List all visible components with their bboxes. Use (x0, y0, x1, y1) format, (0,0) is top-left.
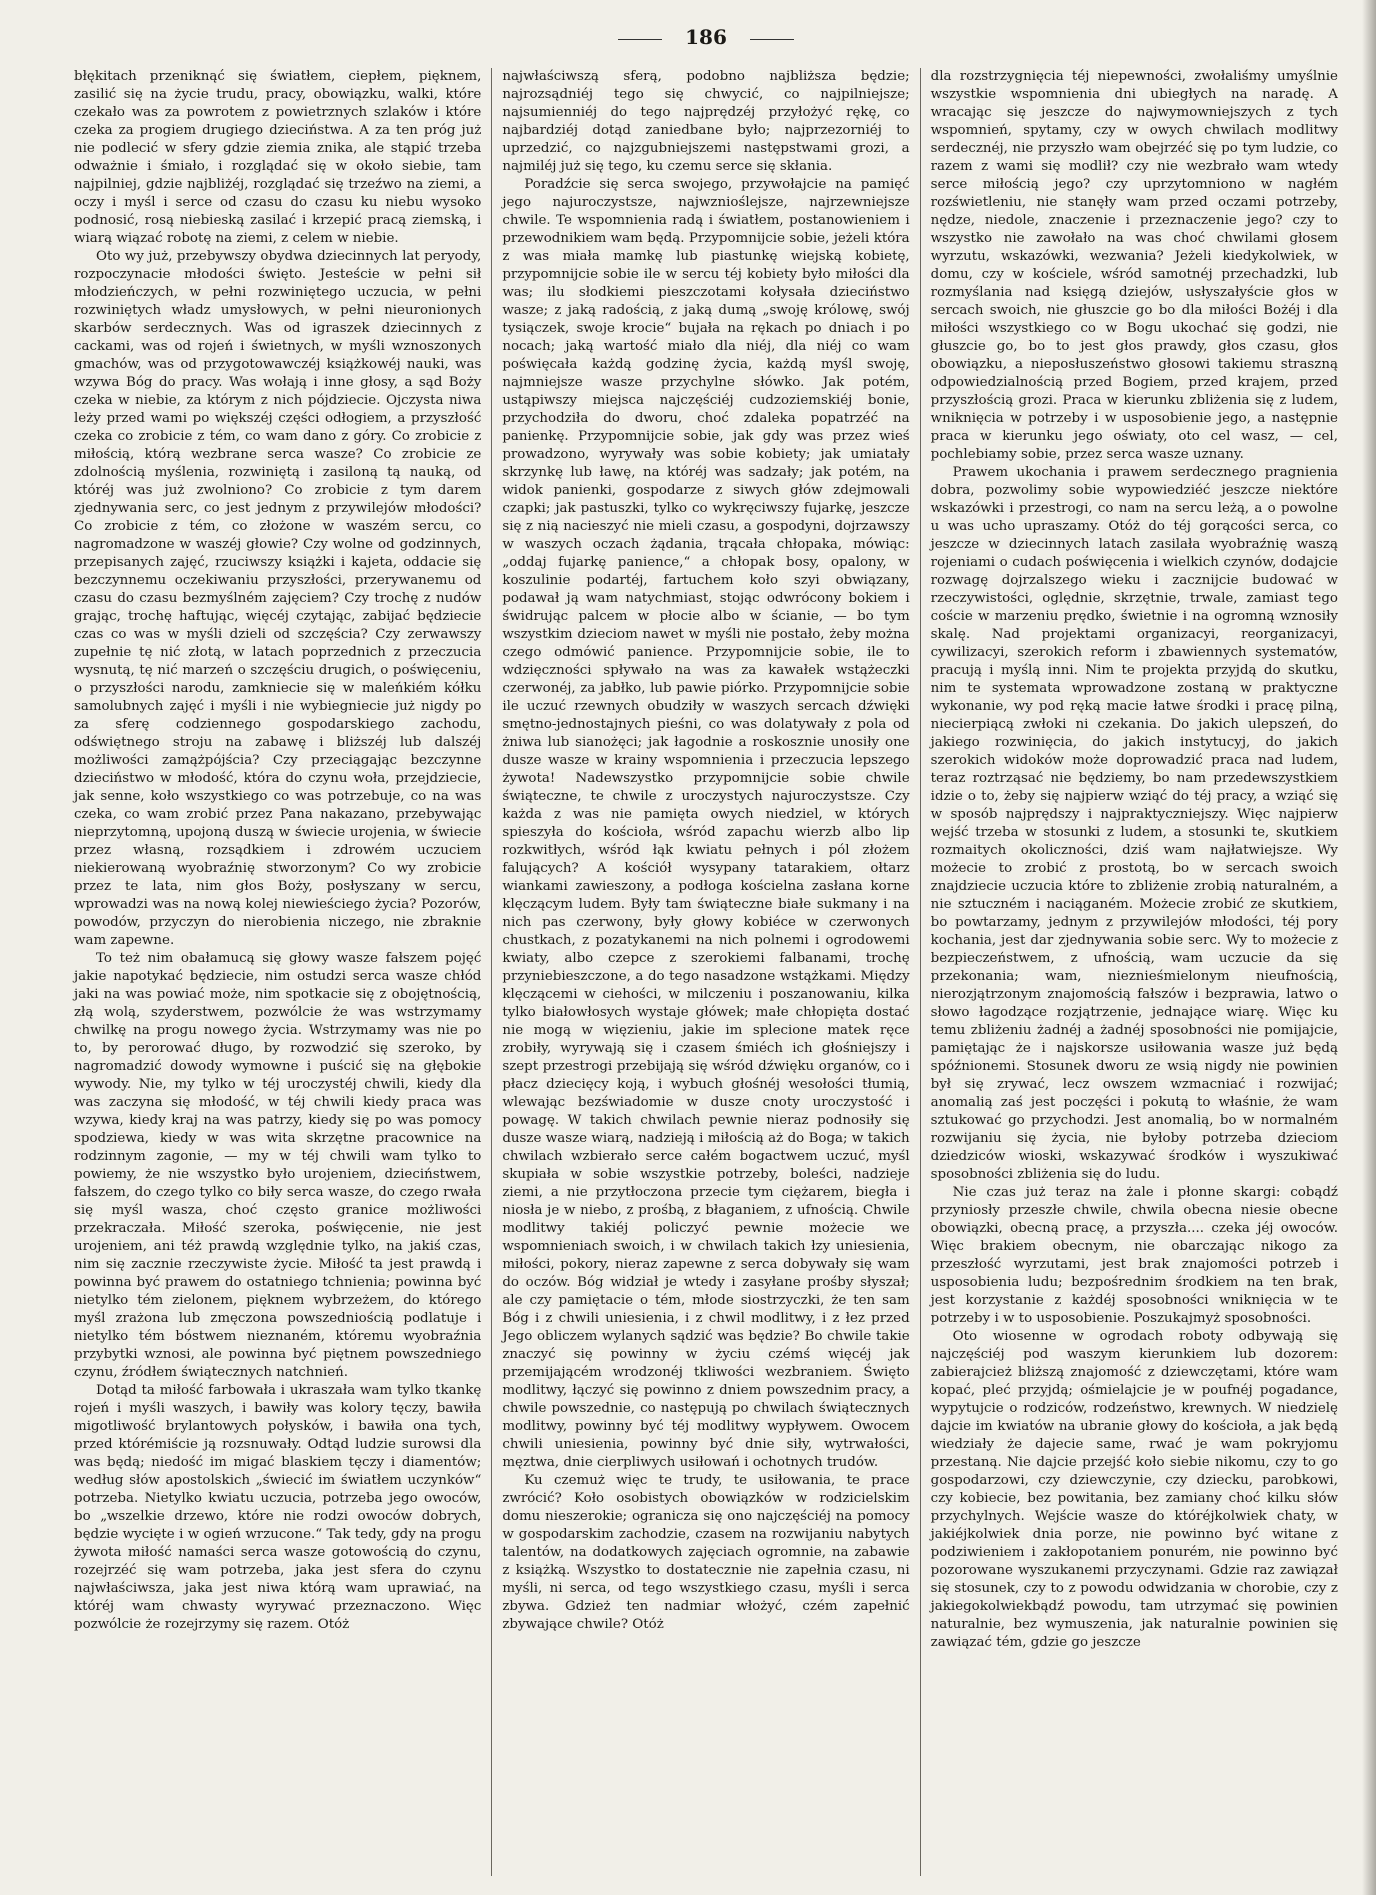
paragraph: To też nim obałamucą się głowy wasze fałszem pojęć jakie napotykać będziecie, nim ostudzi serca wasze chłód jaki na was powiać może, nim spotkacie się z obojętnością, złą wolą, szyderstwem, pozwólcie że was wstrzymamy chwilkę na progu nowego życia. Wstrzymamy was nie po to, by perorować długo, by rozwodzić się szeroko, by nagromadzić dowody wymowne i puścić się na głębokie wywody. Nie, my tylko w téj uroczystéj chwili, kiedy dla was zaczyna się młodość, w téj chwili kiedy praca was wzywa, kiedy kraj na was patrzy, kiedy się po was pomocy spodziewa, kiedy w was wita skrzętne pracownice na rodzinnym zagonie, — my w téj chwili wam tylko to powiemy, że nie wszystko było urojeniem, dzieciństwem, fałszem, do czego tylko co biły serca wasze, do czego rwała się myśl wasza, choć często granice możliwości przekraczała. Miłość szeroka, poświęcenie, nie jest urojeniem, ani téż prawdą względnie tylko, na jakiś czas, nim się zacznie rzeczywiste życie. Miłość ta jest prawdą i powinna być prawem do ostatniego tchnienia; powinna być nietylko tém zielonem, pięknem wybrzeżem, do którego myśl zrażona lub zmęczona powszedniością podlatuje i nietylko tém bóstwem nieznaném, któremu wyobraźnia przybytki wznosi, ale powinna być piętnem powszedniego czynu, źródłem świątecznych natchnień. (74, 951, 482, 1380)
paragraph: Oto wiosenne w ogrodach roboty odbywają się najczęściéj pod waszym kierunkiem lub dozorem: zabierajcież bliższą znajomość z dziewczętami, które wam kopać, pleć przyjdą; ośmielajcie je w poufnéj pogadance, wypytujcie o rodziców, rodzeństwo, krewnych. W niedzielę dajcie im kwiatów na ubranie głowy do kościoła, a jak będą wiedziały że dajecie same, rwać je wam pokryjomu przestaną. Nie dajcie przejść koło siebie nikomu, czy to go gospodarzowi, czy dziewczynie, czy dziecku, parobkowi, czy kobiecie, bez powitania, bez zamiany choć kilku słów przychylnych. Wejście wasze do któréjkolwiek chaty, w jakiéjkolwiek dnia porze, nie powinno być witane z podziwieniem i zakłopotaniem ponurém, nie powinno być pozorowane wyszukanemi przyczynami. Gdzie raz zawiązał się stosunek, czy to z powodu odwidzania w chorobie, czy z jakiegokolwiekbądź powodu, tam utrzymać się powinien naturalnie, bez wymuszenia, jak naturalnie powinien się zawiązać tém, gdzie go jeszcze (930, 1329, 1338, 1650)
text-columns (64, 68, 1348, 1876)
paragraph: Oto wy już, przebywszy obydwa dziecinnych lat peryody, rozpoczynacie młodości święto. Jesteście w pełni sił młodzieńczych, w pełni rozwiniętego uczucia, w pełni rozwiniętych władz umysłowych, w pełni nieuronionych skarbów serdecznych. Was od igraszek dziecinnych z cackami, was od rojeń i świetnych, w myśli wznoszonych gmachów, was od przygotowawczéj książkowéj nauki, was wzywa Bóg do pracy. Was wołają i inne głosy, a sąd Boży czeka w niebie, za którym z nich pójdziecie. Ojczysta niwa leży przed wami po większéj części odłogiem, a przyszłość czeka co zrobicie z tém, co wam dano z góry. Co zrobicie z miłością, którą wezbrane serca wasze? Co zrobicie ze zdolnością myślenia, rozwiniętą i zasiloną tą nauką, od któréj was już zwolniono? Co zrobicie z tym darem zjednywania serc, co jest jednym z przywilejów młodości? Co zrobicie z tém, co złożone w waszém sercu, co nagromadzone w waszéj głowie? Czy wolne od godzinnych, przepisanych zajęć, rzuciwszy książki i kajeta, oddacie się bezczynnemu oczekiwaniu przyszłości, przerywanemu od czasu do czasu bezmyślném zajęciem? Czy trochę z nudów grając, trochę haftując, więcéj czytając, zabijać będziecie czas co was w myśli dzieli od szczęścia? Czy zerwawszy zupełnie tę nić złotą, w latach poprzednich z przeczucia wysnutą, tę nić marzeń o szczęściu drugich, o poświęceniu, o przyszłości narodu, zamkniecie się w maleńkiém kółku samolubnych zajęć i myśli i nie wybiegniecie już nigdy po za sferę codziennego gospodarskiego zachodu, odświętnego stroju na zabawę i bliższéj lub dalszéj możliwości zamążpójścia? Czy przeciągając bezczynne dzieciństwo w młodość, która do czynu woła, przejdziecie, jak senne, koło wszystkiego co was potrzebuje, co na was czeka, co wam zrobić przez Pana nakazano, przebywając nieprzytomną, upojoną duszą w świecie urojenia, w świecie przez własną, rozsądkiem i zdrowém uczuciem niekierowaną wyobraźnię stworzonym? Co wy zrobicie przez te lata, nim głos Boży, posłyszany w sercu, wprowadzi was na nową kolej niewieściego życia? Pozorów, powodów, przyczyn do nierobienia niczego, nie zbraknie wam zapewne. (74, 249, 482, 948)
paragraph: Prawem ukochania i prawem serdecznego pragnienia dobra, pozwolimy sobie wypowiedziéć jeszcze niektóre wskazówki i przestrogi, co nam na sercu leżą, a o powolne u was ucho upraszamy. Otóż do téj gorącości serca, co jeszcze w dziecinnych latach zasilała wyobraźnię waszą rojeniami o cudach poświęcenia i wielkich czynów, dodajcie rozwagę dojrzalszego wieku i zacznijcie budować w rzeczywistości, oględnie, skrzętnie, trwale, zamiast tego coście w marzeniu prędko, świetnie i na ogromną wznosiły skalę. Nad projektami organizacyi, reorganizacyi, cywilizacyi, szerokich reform i zbawiennych systematów, pracują i myślą inni. Nim te projekta przyjdą do skutku, nim te systemata wprowadzone zostaną w praktyczne wykonanie, wy pod ręką macie łatwe środki i pracę pilną, niecierpiącą zwłoki ni czekania. Do jakich ulepszeń, do jakiego rozwinięcia, do jakich instytucyj, do jakich szerokich widoków może doprowadzić praca nad ludem, teraz roztrząsać nie będziemy, bo nam przedewszystkiem idzie o to, żeby się najpierw wziąć do téj pracy, a wziąć się w sposób najprędszy i najpraktyczniejszy. Więc najpierw wejść trzeba w stosunki z ludem, a stosunki te, skutkiem rozmaitych okoliczności, dziś wam najłatwiejsze. Wy możecie to zrobić z prostotą, bo w sercach swoich znajdziecie uczucia które to zbliżenie zrobią naturalném, a nie sztuczném i naciąganém. Możecie zrobić ze skutkiem, bo powtarzamy, jednym z przywilejów młodości, téj pory kochania, jest dar zjednywania sobie serc. Wy to możecie z bezpieczeństwem, z ufnością, wam uczucie da się przekonania; wam, nieznieśmielonym nieufnością, nierozjątrzonym znajomością fałszów i bezprawia, latwo o słowo łagodzące rozjątrzenie, jednające wiarę. Więc ku temu zbliżeniu żadnéj a żadnéj sposobności nie pomijajcie, pamiętając że i najskorsze usiłowania wasze już będą spóźnionemi. Stosunek dworu ze wsią nigdy nie powinien był się zrywać, lecz owszem wzmacniać i rozwijać; anomalią zaś jest poczęści i pokutą to właśnie, że wam sztukować go przychodzi. Jest anomalią, bo w normalném rozwijaniu się życia, nie byłoby potrzeba dzieciom dziedziców wioski, wskazywać środków i wyszukiwać sposobności zbliżenia się do ludu. (930, 465, 1338, 1182)
paragraph: dla rozstrzygnięcia téj niepewności, zwołaliśmy umyślnie wszystkie wspomnienia dni ubiegłych na naradę. A wracając się jeszcze do najwymowniejszych z tych wspomnień, spytamy, czy w owych chwilach modlitwy serdecznéj, nie przyszło wam obejrzéć się po tym ludzie, co razem z wami się modlił? czy nie wezbrało wam wtedy serce miłością jego? czy uprzytomniono w nagłém rozświetleniu, nie stanęły wam przed oczami potrzeby, nędze, niedole, znaczenie i przeznaczenie jego? czy to wszystko nie zawołało na was choć chwilami głosem wyrzutu, wskazówki, wezwania? Jeżeli kiedykolwiek, w domu, czy w kościele, wśród samotnéj przechadzki, lub rozmyślania nad księgą dziejów, usłyszałyście głos w sercach swoich, nie głuszcie go bo dla miłości Bożéj i dla miłości wszystkiego co w Bogu ukochać się godzi, nie głuszcie go, bo to jest głos prawdy, głos czasu, głos obowiązku, a nieposłuszeństwo głosowi takiemu straszną odpowiedzialnością przed Bogiem, przed krajem, przed przyszłością grozi. Praca w kierunku zbliżenia się z ludem, wniknięcia w potrzeby i w usposobienie jego, a następnie praca w kierunku jego oświaty, oto cel wasz, — cel, pochlebiamy sobie, przez serca wasze uznany. (930, 69, 1338, 462)
page-number: 186 (685, 25, 727, 49)
page-edge-shadow (1362, 0, 1376, 1895)
paragraph: najwłaściwszą sferą, podobno najbliższa będzie; najrozsądniéj tego się chwycić, co najpilniejsze; najsumienniéj do tego najprędzéj przyłożyć rękę, co najbardziéj dotąd zaniedbane było; najprzezorniéj to uprzedzić, co najzgubniejszemi następstwami grozi, a najmiléj już się tego, ku czemu serce się skłania. (502, 69, 910, 174)
paragraph: Nie czas już teraz na żale i płonne skargi: cobądź przyniosły przeszłe chwile, chwila obecna niesie obecne obowiązki, obecną pracę, a przyszła.... czeka jéj owoców. Więc brakiem obecnym, nie obarczając nikogo za przeszłość wyrzutami, jest brak znajomości potrzeb i usposobienia ludu; bezpośrednim środkiem na ten brak, jest korzystanie z każdéj sposobności wniknięcia w te potrzeby i w to usposobienie. Poszukajmyż sposobności. (930, 1185, 1338, 1326)
column-right (920, 68, 1348, 1876)
paragraph: Poradźcie się serca swojego, przywołajcie na pamięć jego najuroczystsze, najwznioślejsze, najrzewniejsze chwile. Te wspomnienia radą i światłem, postanowieniem i przewodnikiem wam będą. Przypomnijcie sobie, jeżeli która z was miała mamkę lub piastunkę wiejską kobietę, przypomnijcie sobie ile w sercu téj kobiety było miłości dla was; ilu słodkiemi pieszczotami kołysała dzieciństwo wasze; z jaką radością, z jaką dumą „swoję królowę, swój tysiączek, swoje krocie“ bujała na rękach po dniach i po nocach; jaką wartość miało dla niéj, dla niéj co wam poświęcała każdą godzinę życia, każdą myśl swoję, najmniejsze wasze przychylne słówko. Jak potém, ustąpiwszy miejsca najczęściéj cudzoziemskiéj bonie, przychodziła do dworu, choć zdaleka popatrzéć na panienkę. Przypomnijcie sobie, jak gdy was przez wieś prowadzono, wyrywały was sobie kobiety; jak umiatały skrzynkę lub ławę, na któréj was sadzały; jak potém, na widok panienki, gospodarze z siwych głów zdejmowali czapki; jak pastuszki, tylko co wykręciwszy fujarkę, jeszcze się z nią nacieszyć nie mieli czasu, a gospodyni, dojrzawszy w waszych oczach żądania, trącała chłopaka, mówiąc: „oddaj fujarkę panience,“ a chłopak bosy, opalony, w koszulinie podartéj, fartuchem koło szyi obwiązany, podawał ją wam natychmiast, stojąc odwrócony bokiem i świdrując palcem w płocie albo w ścianie, — bo tym wszystkim dzieciom nawet w myśli nie postało, żeby można czego odmówić panience. Przypomnijcie sobie, ile to wdzięczności spływało na was za kawałek wstążeczki czerwonéj, za jabłko, lub pawie piórko. Przypomnijcie sobie ile uczuć rzewnych obudziły w waszych sercach dźwięki smętno-jednostajnych pieśni, co was dolatywały z pola od żniwa lub sianożęci; jak łagodnie a roskosznie unosiły one dusze wasze w krainy wspomnienia i przeczucia lepszego żywota! Nadewszystko przypomnijcie sobie chwile świąteczne, te chwile z uroczystych najuroczystsze. Czy każda z was nie pamięta owych niedziel, w których spieszyła do kościoła, wśród zapachu wierzb albo lip rozkwitłych, wśród łąk kwiatu pełnych i pól złożem falujących? A kościół wysypany tatarakiem, ołtarz wiankami zawieszony, a podłoga kościelna zasłana korne klęczącym ludem. Były tam świąteczne białe sukmany i na nich pas czerwony, były głowy kobiéce w czerwonych chustkach, z pozatykanemi na nich polnemi i ogrodowemi kwiaty, albo czepce z szerokiemi falbanami, trochę przyniebieszczone, a do tego nasadzone wstążkami. Między klęczącemi w ciehości, w milczeniu i poszanowaniu, kilka tylko białowłosych wystaje główek; małe chłopięta dostać nie mogą w więzieniu, jakie im splecione matek ręce zrobiły, wyrywają się i czasem śmiéch ich głośniejszy i szept przestrogi przebijają się wśród dźwięku organów, co i płacz dziecięcy koją, i wybuch głośnéj wesołości tłumią, wlewając bezświadomie w dusze cnoty uroczystość i powagę. W takich chwilach pewnie nieraz podnosiły się dusze wasze wiarą, nadzieją i miłością aż do Boga; w takich chwilach wzbierało serce całém bogactwem uczuć, myśl skupiała w sobie wszystkie potrzeby, boleści, nadzieje ziemi, a nie przytłoczona przecie tym ciężarem, biegła i niosła je w niebo, z prośbą, z błaganiem, z ufnością. Chwile modlitwy takiéj policzyć pewnie możecie we wspomnieniach swoich, i w chwilach takich łzy uniesienia, miłości, pokory, nieraz zapewne z serca dobywały się wam do oczów. Bóg widział je wtedy i zasyłane prośby słyszał; ale czy pamiętacie o tém, młode siostrzyczki, że ten sam Bóg i z chwili uniesienia, i z chwil modlitwy, i z łez przed Jego obliczem wylanych sądzić was będzie? Bo chwile takie znaczyć się powinny w życiu czémś więcéj jak przemijającém wrodzonéj tkliwości wezbraniem. Święto modlitwy, łączyć się powinno z dniem powszednim pracy, a chwile powszednie, co następują po chwilach świątecznych modlitwy, powinny być téj modlitwy wypływem. Owocem chwili uniesienia, powinny być dnie siły, wytrwałości, męztwa, dnie cierpliwych usiłowań i ochotnych trudów. (502, 177, 910, 1470)
column-left (64, 68, 491, 1876)
paragraph: błękitach przeniknąć się światłem, ciepłem, pięknem, zasilić się na życie trudu, pracy, obowiązku, walki, które czekało was za powrotem z powietrznych szlaków i które czeka za progiem drugiego dzieciństwa. A za ten próg już nie podlecić w sfery gdzie ziemia znika, ale stąpić trzeba odważnie i śmiało, i rozglądać się w około siebie, tam najpilniej, gdzie najbliżéj, rozglądać się trzeźwo na ziemi, a oczy i myśl i serce od czasu do czasu ku niebu wysoko podnosić, rosą niebieską zasilać i krzepić pracą ziemską, i wiarą wiązać robotę na ziemi, z celem w niebie. (74, 69, 482, 246)
header-rule-left (618, 39, 662, 40)
header-rule-right (750, 39, 794, 40)
paragraph: Ku czemuż więc te trudy, te usiłowania, te prace zwrócić? Koło osobistych obowiązków w rodzicielskim domu nieszerokie; ogranicza się ono najczęściéj na pomocy w gospodarskim zachodzie, czasem na rozwijaniu nabytych talentów, na dodatkowych zajęciach ogromnie, na zabawie z książką. Wszystko to dostatecznie nie zapełnia czasu, ni myśli, ni serca, od tego wszystkiego czasu, myśli i serca zbywa. Gdzież ten nadmiar włożyć, czém zapełnić zbywające chwile? Otóż (502, 1473, 910, 1632)
paragraph: Dotąd ta miłość farbowała i ukraszała wam tylko tkankę rojeń i myśli waszych, i bawiły was kolory tęczy, bawiła migotliwość brylantowych połysków, i bawiła ona tych, przed którémiście ją rozsnuwały. Odtąd ludzie surowsi dla was będą; niedość im migać blaskiem tęczy i diamentów; według słów apostolskich „świecić im światłem uczynków“ potrzeba. Nietylko kwiatu uczucia, potrzeba jego owoców, bo „wszelkie drzewo, które nie rodzi owoców dobrych, będzie wycięte i w ogień wrzucone.“ Tak tedy, gdy na progu żywota miłość namaści serca wasze gotowością do czynu, rozejrzéć się wam potrzeba, jaka jest sfera do czynu najwłaściwsza, jaka jest niwa którą wam uprawiać, na któréj wam chwasty wyrywać przeznaczono. Więc pozwólcie że rozejrzymy się razem. Otóż (74, 1383, 482, 1632)
page-header (64, 22, 1348, 68)
column-middle (491, 68, 919, 1876)
